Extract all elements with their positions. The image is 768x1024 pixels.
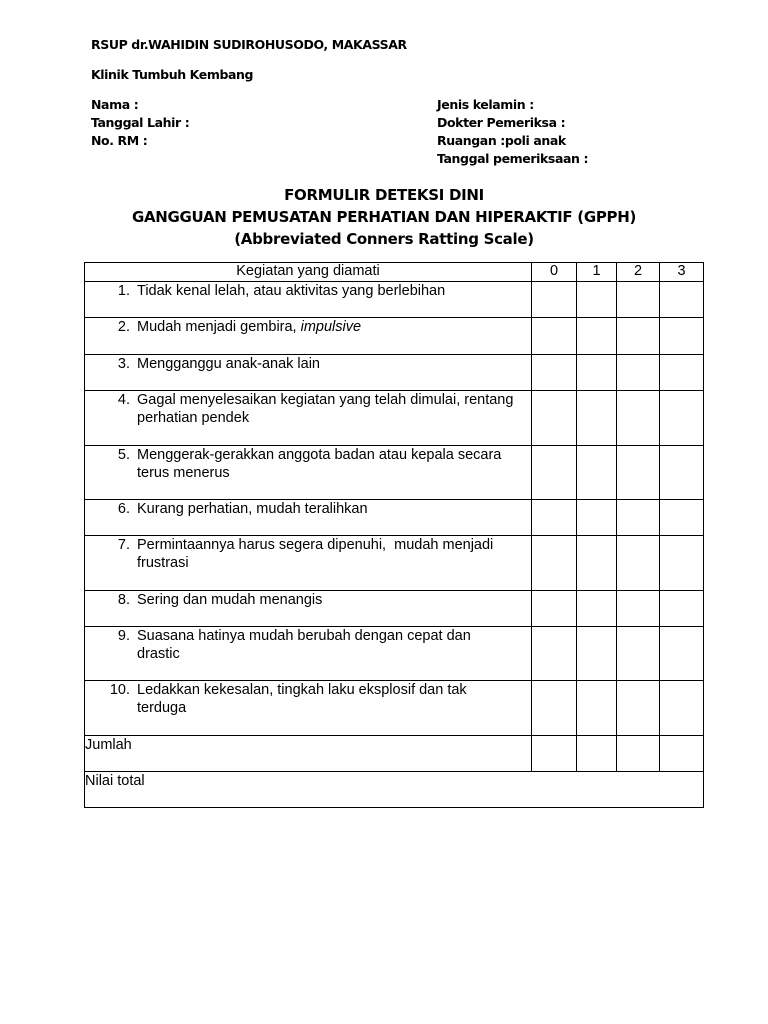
grand-total-label[interactable]: Nilai total [85, 772, 704, 808]
score-cell-0[interactable] [532, 318, 577, 355]
score-cell-0[interactable] [532, 500, 577, 536]
table-row [85, 282, 704, 318]
score-cell-1[interactable] [577, 318, 617, 355]
field-dokter-pemeriksa: Dokter Pemeriksa : [437, 115, 566, 130]
score-cell-2[interactable] [617, 681, 660, 736]
table-row [85, 627, 704, 681]
item-text: Gagal menyelesaikan kegiatan yang telah dimulai, rentang perhatian pendek [137, 392, 514, 426]
column-header-1: 1 [577, 263, 617, 282]
form-title-line3: (Abbreviated Conners Ratting Scale) [234, 230, 534, 248]
item-cell [85, 355, 532, 391]
total-cell-1[interactable] [577, 736, 617, 772]
item-text-italic: impulsive [300, 319, 362, 335]
item-text: Menggerak-gerakkan anggota badan atau kepala secara terus menerus [137, 447, 502, 481]
item-cell [85, 391, 532, 446]
field-nama: Nama : [91, 97, 139, 112]
clinic-name: Klinik Tumbuh Kembang [91, 67, 254, 82]
table-row [85, 681, 704, 736]
item-cell [85, 500, 532, 536]
score-cell-0[interactable] [532, 681, 577, 736]
item-text: Mengganggu anak-anak lain [137, 356, 320, 372]
total-cell-3[interactable] [660, 736, 704, 772]
score-cell-2[interactable] [617, 500, 660, 536]
score-cell-3[interactable] [660, 446, 704, 500]
column-header-activity: Kegiatan yang diamati [85, 263, 532, 282]
score-cell-1[interactable] [577, 536, 617, 591]
score-cell-1[interactable] [577, 681, 617, 736]
score-cell-2[interactable] [617, 536, 660, 591]
score-cell-0[interactable] [532, 446, 577, 500]
hospital-name: RSUP dr.WAHIDIN SUDIROHUSODO, MAKASSAR [91, 37, 407, 52]
form-title-line1: FORMULIR DETEKSI DINI [284, 186, 484, 204]
score-cell-3[interactable] [660, 500, 704, 536]
score-cell-3[interactable] [660, 282, 704, 318]
table-row [85, 591, 704, 627]
score-cell-2[interactable] [617, 318, 660, 355]
score-cell-3[interactable] [660, 391, 704, 446]
score-cell-1[interactable] [577, 282, 617, 318]
column-header-2: 2 [617, 263, 660, 282]
score-cell-0[interactable] [532, 282, 577, 318]
item-number: 9. [117, 628, 130, 644]
item-text: Sering dan mudah menangis [137, 592, 323, 608]
table-row [85, 446, 704, 500]
score-cell-3[interactable] [660, 536, 704, 591]
item-text: Permintaannya harus segera dipenuhi, mudah menjadi frustrasi [137, 537, 498, 571]
item-number: 8. [117, 592, 130, 608]
item-cell [85, 536, 532, 591]
item-text: Mudah menjadi gembira, [137, 319, 301, 335]
score-cell-0[interactable] [532, 391, 577, 446]
total-label: Jumlah [85, 736, 532, 772]
item-cell [85, 591, 532, 627]
score-cell-1[interactable] [577, 591, 617, 627]
item-number: 4. [117, 392, 130, 408]
table-row [85, 500, 704, 536]
item-cell [85, 282, 532, 318]
table-row [85, 536, 704, 591]
score-cell-2[interactable] [617, 355, 660, 391]
item-number: 10. [109, 682, 130, 698]
item-cell [85, 318, 532, 355]
form-title-line2: GANGGUAN PEMUSATAN PERHATIAN DAN HIPERAKTIF (GPPH) [131, 208, 637, 226]
item-number: 2. [117, 319, 130, 335]
field-no-rm: No. RM : [91, 133, 148, 148]
item-number: 5. [117, 447, 130, 463]
item-cell [85, 627, 532, 681]
table-row [85, 391, 704, 446]
score-cell-2[interactable] [617, 282, 660, 318]
score-cell-3[interactable] [660, 355, 704, 391]
field-tanggal-pemeriksaan: Tanggal pemeriksaan : [437, 151, 589, 166]
score-cell-0[interactable] [532, 627, 577, 681]
field-jenis-kelamin: Jenis kelamin : [437, 97, 534, 112]
score-cell-3[interactable] [660, 681, 704, 736]
score-cell-2[interactable] [617, 446, 660, 500]
column-header-3: 3 [660, 263, 704, 282]
item-cell [85, 446, 532, 500]
score-cell-3[interactable] [660, 318, 704, 355]
score-cell-0[interactable] [532, 536, 577, 591]
total-row [85, 736, 704, 772]
grand-total-row [85, 772, 704, 808]
score-cell-2[interactable] [617, 591, 660, 627]
item-number: 7. [117, 537, 130, 553]
score-cell-3[interactable] [660, 627, 704, 681]
total-cell-2[interactable] [617, 736, 660, 772]
rating-table [84, 262, 704, 808]
item-text: Ledakkan kekesalan, tingkah laku eksplosif dan tak terduga [137, 682, 467, 716]
column-header-0: 0 [532, 263, 577, 282]
field-tanggal-lahir: Tanggal Lahir : [91, 115, 190, 130]
item-text: Tidak kenal lelah, atau aktivitas yang berlebihan [137, 283, 446, 299]
score-cell-3[interactable] [660, 591, 704, 627]
item-cell [85, 681, 532, 736]
score-cell-2[interactable] [617, 391, 660, 446]
score-cell-1[interactable] [577, 627, 617, 681]
table-row [85, 318, 704, 355]
score-cell-1[interactable] [577, 446, 617, 500]
item-text: Kurang perhatian, mudah teralihkan [137, 501, 368, 517]
item-number: 1. [117, 283, 130, 299]
score-cell-1[interactable] [577, 500, 617, 536]
item-text: Suasana hatinya mudah berubah dengan cepat dan drastic [137, 628, 471, 662]
score-cell-2[interactable] [617, 627, 660, 681]
score-cell-1[interactable] [577, 355, 617, 391]
table-header-row [85, 263, 704, 282]
item-number: 3. [117, 356, 130, 372]
score-cell-0[interactable] [532, 355, 577, 391]
score-cell-0[interactable] [532, 591, 577, 627]
table-row [85, 355, 704, 391]
field-ruangan: Ruangan :poli anak [437, 133, 566, 148]
item-number: 6. [117, 501, 130, 517]
total-cell-0[interactable] [532, 736, 577, 772]
score-cell-1[interactable] [577, 391, 617, 446]
